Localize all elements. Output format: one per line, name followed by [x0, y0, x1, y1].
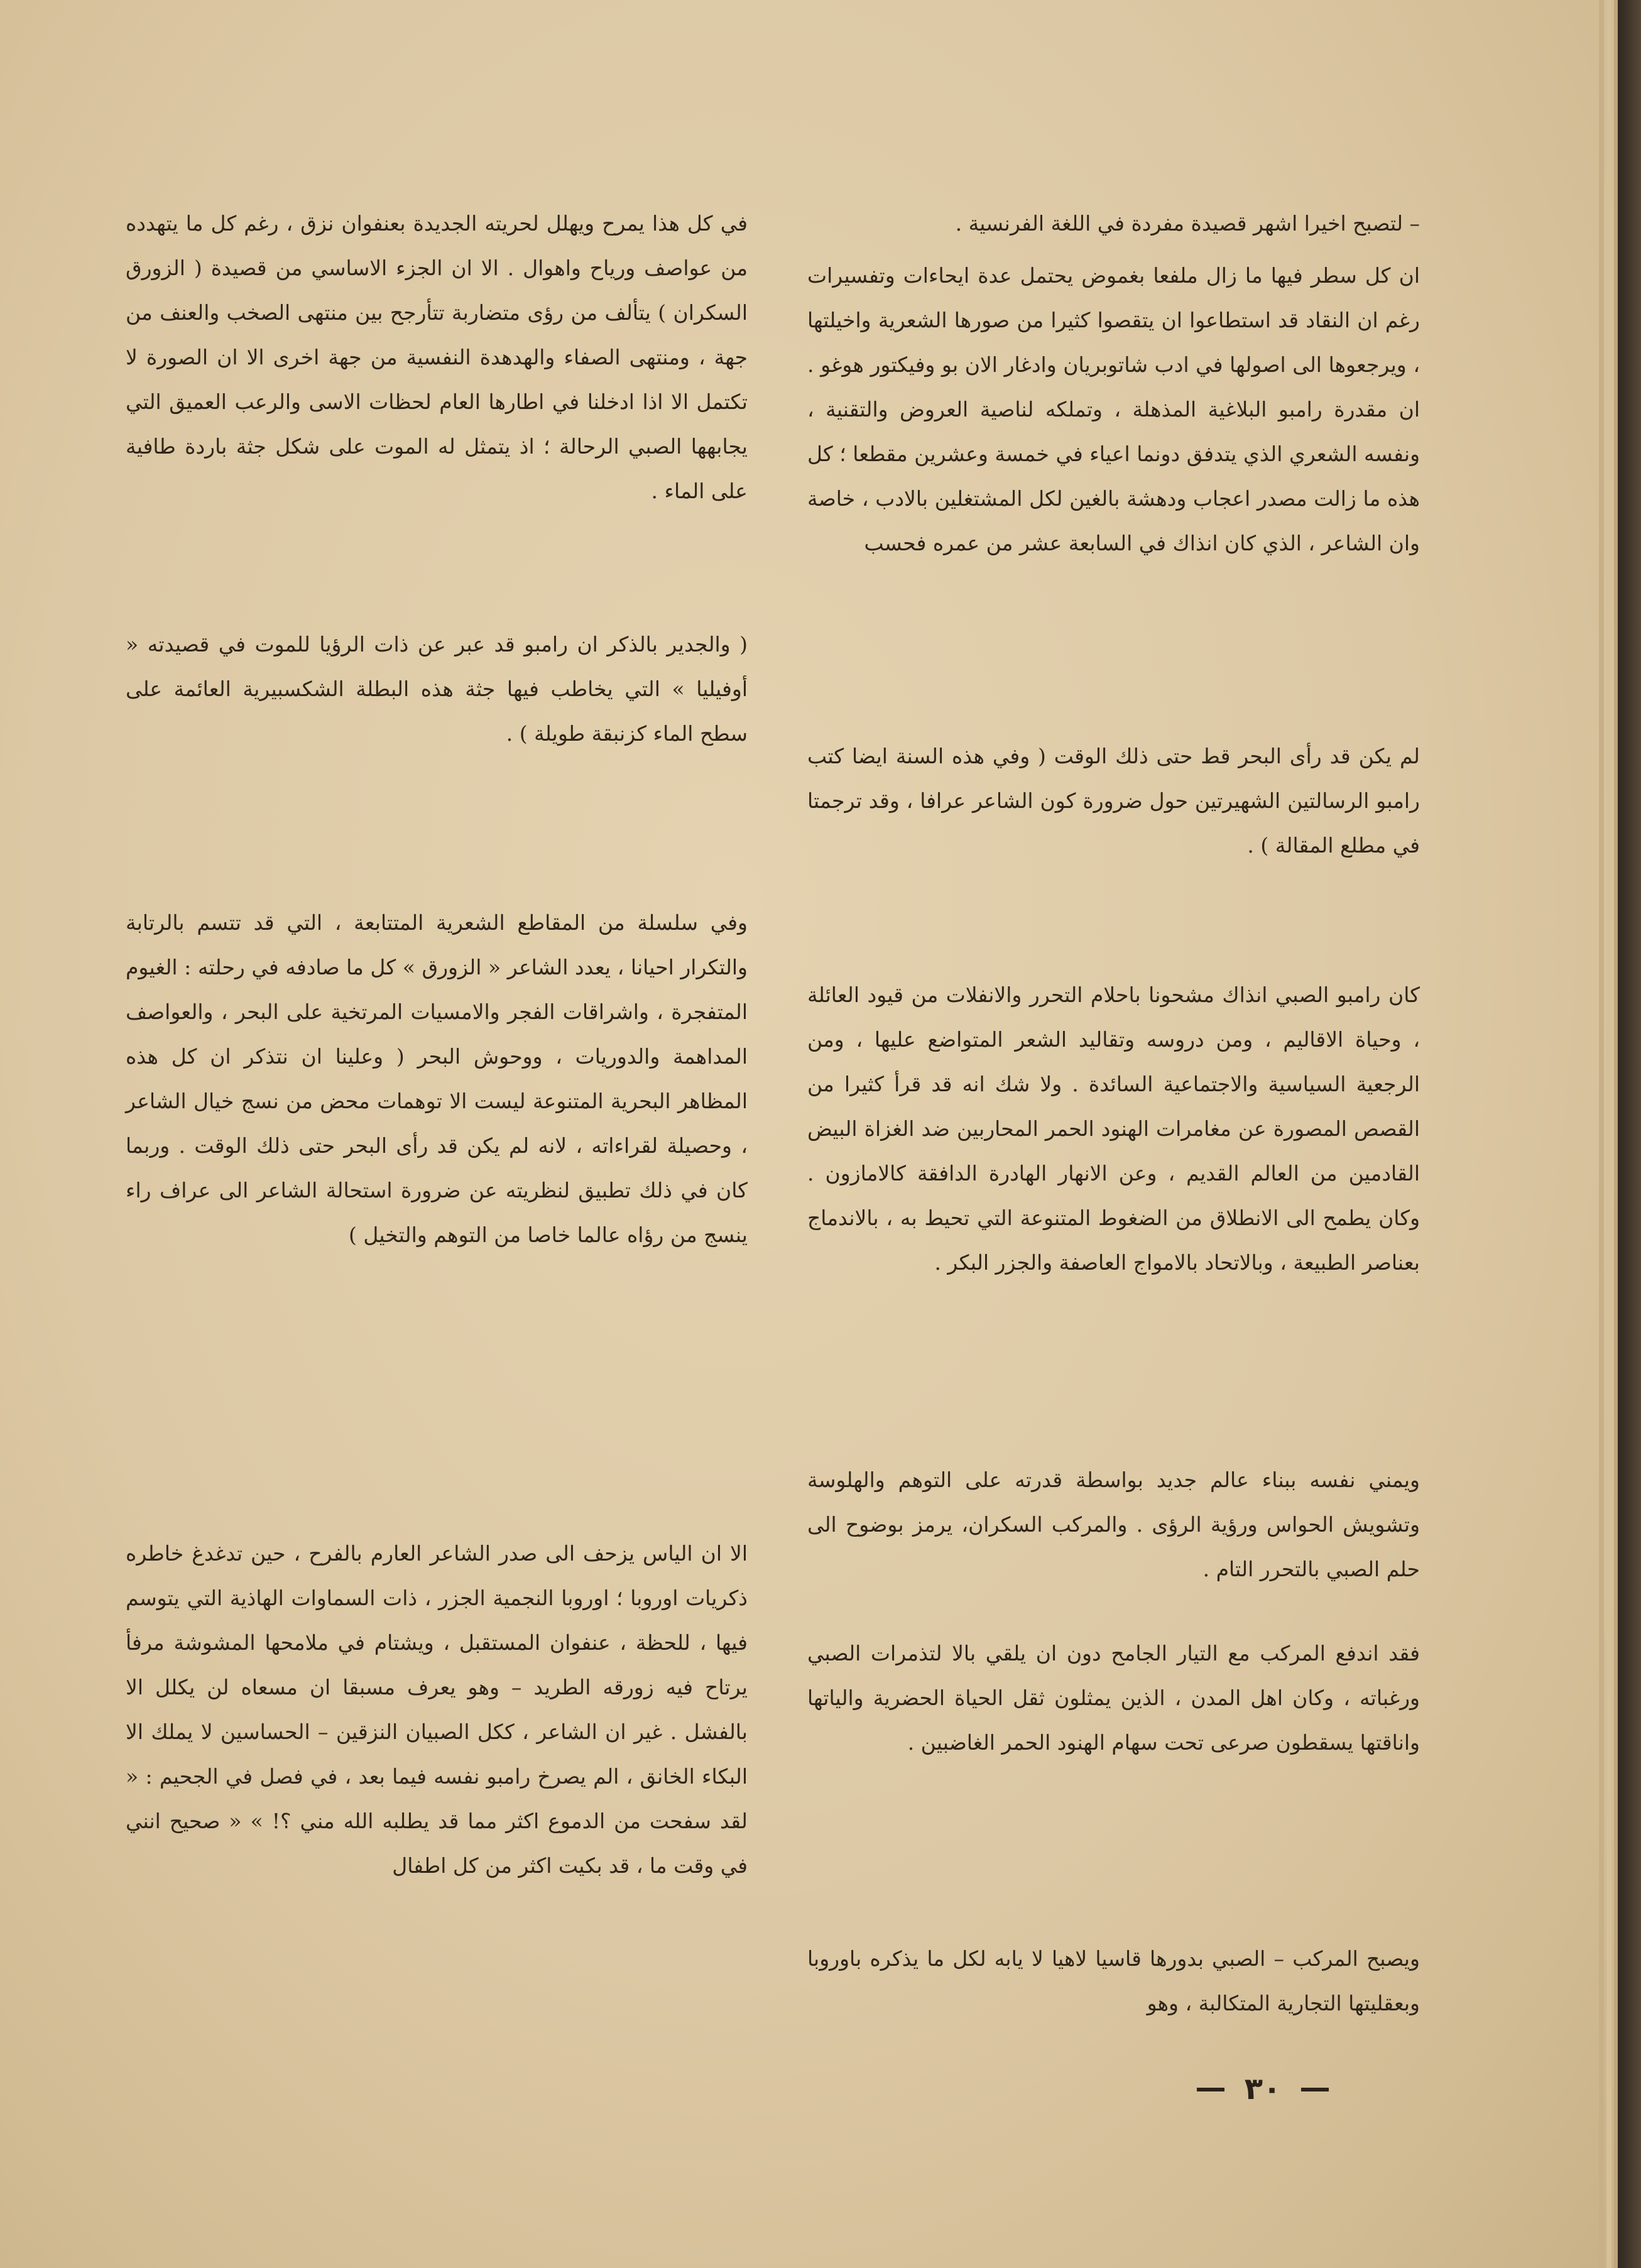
paragraph: فقد اندفع المركب مع التيار الجامح دون ان يلقي بالا لتذمرات الصبي ورغباته ، وكان اهل المدن ، الذين يمثلون ثقل الحياة الحضرية والياتها واناقتها يسقطون صرعى تحت سهام الهنود الحمر الغاضبين .	[807, 1641, 1420, 1755]
paragraph: ان كل سطر فيها ما زال ملفعا بغموض يحتمل عدة ايحاءات وتفسيرات رغم ان النقاد قد استطاعوا ان يتقصوا كثيرا من صورها الشعرية واخيلتها ، ويرجعوها الى اصولها في ادب شاتوبريان وادغار الان بو وفيكتور هوغو . ان مقدرة رامبو البلاغية المذهلة ، وتملكه لناصية العروض والتقنية ، ونفسه الشعري الذي يتدفق دونما اعياء في خمسة وعشرين مقطعا ؛ كل هذه ما زالت مصدر اعجاب ودهشة بالغين لكل المشتغلين بالادب ، خاصة وان الشاعر ، الذي كان انذاك في السابعة عشر من عمره فحسب	[807, 263, 1420, 555]
paragraph: الا ان الياس يزحف الى صدر الشاعر العارم بالفرح ، حين تدغدغ خاطره ذكريات اوروبا ؛ اوروبا النجمية الجزر ، ذات السماوات الهاذية التي يتوسم فيها ، للحظة ، عنفوان المستقبل ، ويشتام في ملامحها المشوشة مرفأ يرتاح فيه زورقه الطريد – وهو يعرف مسبقا ان مسعاه لن يكلل الا بالفشل . غير ان الشاعر ، ككل الصبيان النزقين – الحساسين لا يملك الا البكاء الخانق ، الم يصرخ رامبو نفسه فيما بعد ، في فصل في الجحيم : « لقد سفحت من الدموع اكثر مما قد يطلبه الله مني ؟! » « صحيح انني في وقت ما ، قد بكيت اكثر من كل اطفال	[126, 1541, 748, 1878]
page-number: ٣٠	[1197, 2067, 1329, 2111]
left-text-column	[126, 0, 748, 2136]
page-edge	[1606, 0, 1611, 2268]
paragraph: وفي سلسلة من المقاطع الشعرية المتتابعة ، التي قد تتسم بالرتابة والتكرار احيانا ، يعدد الشاعر « الزورق » كل ما صادفه في رحلته : الغيوم المتفجرة ، واشراقات الفجر والامسيات المرتخية على البحر ، والعواصف المداهمة والدوريات ، ووحوش البحر ( وعلينا ان نتذكر ان كل هذه المظاهر البحرية المتنوعة ليست الا توهمات محض من نسج خيال الشاعر ، وحصيلة لقراءاته ، لانه لم يكن قد رأى البحر حتى ذلك الوقت . وربما كان في ذلك تطبيق لنظريته عن ضرورة استحالة الشاعر الى عراف راء ينسج من رؤاه عالما خاصا من التوهم والتخيل )	[126, 910, 748, 1247]
paragraph: ( والجدير بالذكر ان رامبو قد عبر عن ذات الرؤيا للموت في قصيدته « أوفيليا » التي يخاطب فيها جثة هذه البطلة الشكسبيرية العائمة على سطح الماء كزنبقة طويلة ) .	[126, 632, 748, 746]
page-edge	[1599, 0, 1604, 2268]
binding-shadow	[1618, 0, 1641, 2268]
paragraph: ويصبح المركب – الصبي بدورها قاسيا لاهيا لا يابه لكل ما يذكره باوروبا وبعقليتها التجارية المتكالبة ، وهو	[807, 1946, 1420, 2015]
paragraph: لم يكن قد رأى البحر قط حتى ذلك الوقت ( وفي هذه السنة ايضا كتب رامبو الرسالتين الشهيرتين حول ضرورة كون الشاعر عرافا ، وقد ترجمتا في مطلع المقالة ) .	[807, 744, 1420, 858]
right-text-column	[807, 0, 1420, 2136]
paragraph: – لتصبح اخيرا اشهر قصيدة مفردة في اللغة الفرنسية .	[955, 211, 1420, 236]
paragraph: كان رامبو الصبي انذاك مشحونا باحلام التحرر والانفلات من قيود العائلة ، وحياة الاقاليم ، ومن دروسه وتقاليد الشعر المتواضع عليها ، ومن الرجعية السياسية والاجتماعية السائدة . ولا شك انه قد قرأ كثيرا من القصص المصورة عن مغامرات الهنود الحمر المحاربين ضد الغزاة البيض القادمين من العالم القديم ، وعن الانهار الهادرة الدافقة كالامازون . وكان يطمح الى الانطلاق من الضغوط المتنوعة التي تحيط به ، بالاندماج بعناصر الطبيعة ، وبالاتحاد بالامواج العاصفة والجزر البكر .	[807, 983, 1420, 1275]
paragraph: في كل هذا يمرح ويهلل لحريته الجديدة بعنفوان نزق ، رغم كل ما يتهدده من عواصف ورياح واهوال . الا ان الجزء الاساسي من قصيدة ( الزورق السكران ) يتألف من رؤى متضاربة تتأرجح بين منتهى الصخب والعنف من جهة ، ومنتهى الصفاء والهدهدة النفسية من جهة اخرى الا ان الصورة لا تكتمل الا اذا ادخلنا في اطارها العام لحظات الاسى والرعب العميق التي يجابهها الصبي الرحالة ؛ اذ يتمثل له الموت على شكل جثة باردة طافية على الماء .	[126, 211, 748, 503]
paragraph: ويمني نفسه ببناء عالم جديد بواسطة قدرته على التوهم والهلوسة وتشويش الحواس ورؤية الرؤى . والمركب السكران، يرمز بوضوح الى حلم الصبي بالتحرر التام .	[807, 1468, 1420, 1581]
